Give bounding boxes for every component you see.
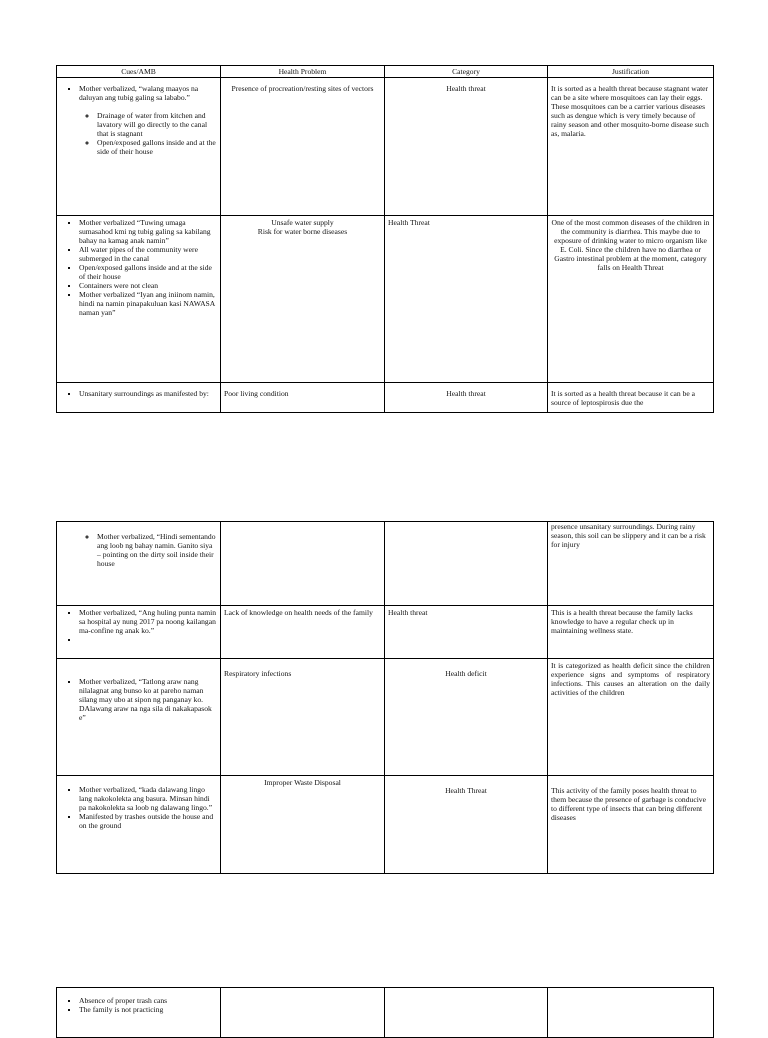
cues-cell [57, 659, 221, 776]
list-item: ▪ Mother verbalized, “Ang huling punta namin sa hospital ay nung 2017 pa noong kailangan ma-confine ng anak ko.” [79, 608, 217, 635]
cues-cell [57, 78, 221, 216]
category-cell: Health Threat [385, 216, 548, 383]
justification-cell: It is sorted as a health threat because stagnant water can be a site where mosquitoes can lay their eggs. These mosquitoes can be a carrier various diseases such as dengue which is very timely because of rainy season and other mosquito-borne disease such as, malaria. [548, 78, 714, 216]
justification-cell: One of the most common diseases of the children in the community is diarrhea. This maybe due to exposure of drinking water to micro organism like E. Coli. Since the children have no diarrhea or Gastro intestinal problem at the moment, category falls on Health Threat [548, 216, 714, 383]
list-item: ▪ All water pipes of the community were submerged in the canal [79, 245, 217, 263]
header-health-problem: Health Problem [221, 66, 385, 78]
table-row [57, 522, 714, 606]
list-item: ▪ Absence of proper trash cans [79, 996, 217, 1005]
health-problem-cell [221, 216, 385, 383]
health-problem-cell: Poor living condition [221, 383, 385, 413]
list-item: ◦ Open/exposed gallons inside and at the side of their house [97, 138, 217, 156]
assessment-table-1 [56, 65, 714, 413]
cues-cell [57, 216, 221, 383]
list-item-empty [79, 635, 217, 644]
health-problem-cell: Lack of knowledge on health needs of the family [221, 606, 385, 659]
health-problem-cell [221, 522, 385, 606]
problem-line: Risk for water borne diseases [257, 227, 348, 236]
list-item: ▪ Mother verbalized “Iyan ang iniinom namin, hindi na namin pinapakuluan kasi NAWASA naman yan” [79, 290, 217, 317]
problem-line: Unsafe water supply [271, 218, 334, 227]
justification-cell: It is categorized as health deficit since the children experience signs and symptoms of respiratory infections. This causes an alteration on the daily activities of the children [548, 659, 714, 776]
list-item: ▪ Containers were not clean [79, 281, 217, 290]
justification-cell: This is a health threat because the family lacks knowledge to have a regular check up in maintaining wellness state. [548, 606, 714, 659]
table-row [57, 659, 714, 776]
assessment-table-2 [56, 521, 714, 874]
list-item: ▪ Manifested by trashes outside the house and on the ground [79, 812, 217, 830]
justification-cell: This activity of the family poses health threat to them because the presence of garbage is conducive to different type of insects that can bring different diseases [548, 776, 714, 874]
table-row [57, 988, 714, 1038]
list-item: ▪ Mother verbalized “Tuwing umaga sumasahod kmi ng tubig galing sa kabilang bahay na kamag anak namin” [79, 218, 217, 245]
justification-cell: presence unsanitary surroundings. During rainy season, this soil can be slippery and it can be a risk for injury [548, 522, 714, 606]
table-row [57, 383, 714, 413]
cues-cell [57, 522, 221, 606]
list-item: ◦ Drainage of water from kitchen and lavatory will go directly to the canal that is stagnant [97, 111, 217, 138]
header-justification: Justification [548, 66, 714, 78]
table-row [57, 776, 714, 874]
list-item: ▪ Open/exposed gallons inside and at the side of their house [79, 263, 217, 281]
table-row [57, 606, 714, 659]
table-header-row [57, 66, 714, 78]
health-problem-cell: Presence of procreation/resting sites of vectors [221, 78, 385, 216]
list-item: ▪ Mother verbalized, “walang maayos na daluyan ang tubig galing sa lababo.” [79, 84, 217, 102]
table-row [57, 78, 714, 216]
cues-cell [57, 988, 221, 1038]
list-item: ▪ Mother verbalized, “kada dalawang lingo lang nakokolekta ang basura. Minsan hindi pa nakokolekta sa loob ng dalawang lingo.” [79, 785, 217, 812]
list-item: ▪ The family is not practicing [79, 1005, 217, 1014]
table-row [57, 216, 714, 383]
list-item: ▪ Unsanitary surroundings as manifested by: [79, 389, 217, 398]
list-item: ▪ Mother verbalized, “Tatlong araw nang nilalagnat ang bunso ko at pareho naman silang may ubo at sipon ng panganay ko. DAlawang araw na nga sila di nakakapasok e” [79, 677, 217, 722]
justification-cell: It is sorted as a health threat because it can be a source of leptospirosis due the [548, 383, 714, 413]
category-cell [385, 522, 548, 606]
cues-cell [57, 776, 221, 874]
list-item: ◦ Mother verbalized, “Hindi sementando ang loob ng bahay namin. Ganito siya – pointing on the dirty soil inside their house [97, 532, 217, 568]
category-cell [385, 988, 548, 1038]
category-cell: Health threat [385, 383, 548, 413]
category-cell: Health deficit [385, 659, 548, 776]
justification-cell [548, 988, 714, 1038]
health-problem-cell [221, 988, 385, 1038]
category-cell: Health Threat [385, 776, 548, 874]
health-problem-cell: Respiratory infections [221, 659, 385, 776]
cues-cell [57, 383, 221, 413]
header-cues: Cues/AMB [57, 66, 221, 78]
cues-cell [57, 606, 221, 659]
category-cell: Health threat [385, 78, 548, 216]
assessment-table-3 [56, 987, 714, 1038]
header-category: Category [385, 66, 548, 78]
category-cell: Health threat [385, 606, 548, 659]
health-problem-cell: Improper Waste Disposal [221, 776, 385, 874]
